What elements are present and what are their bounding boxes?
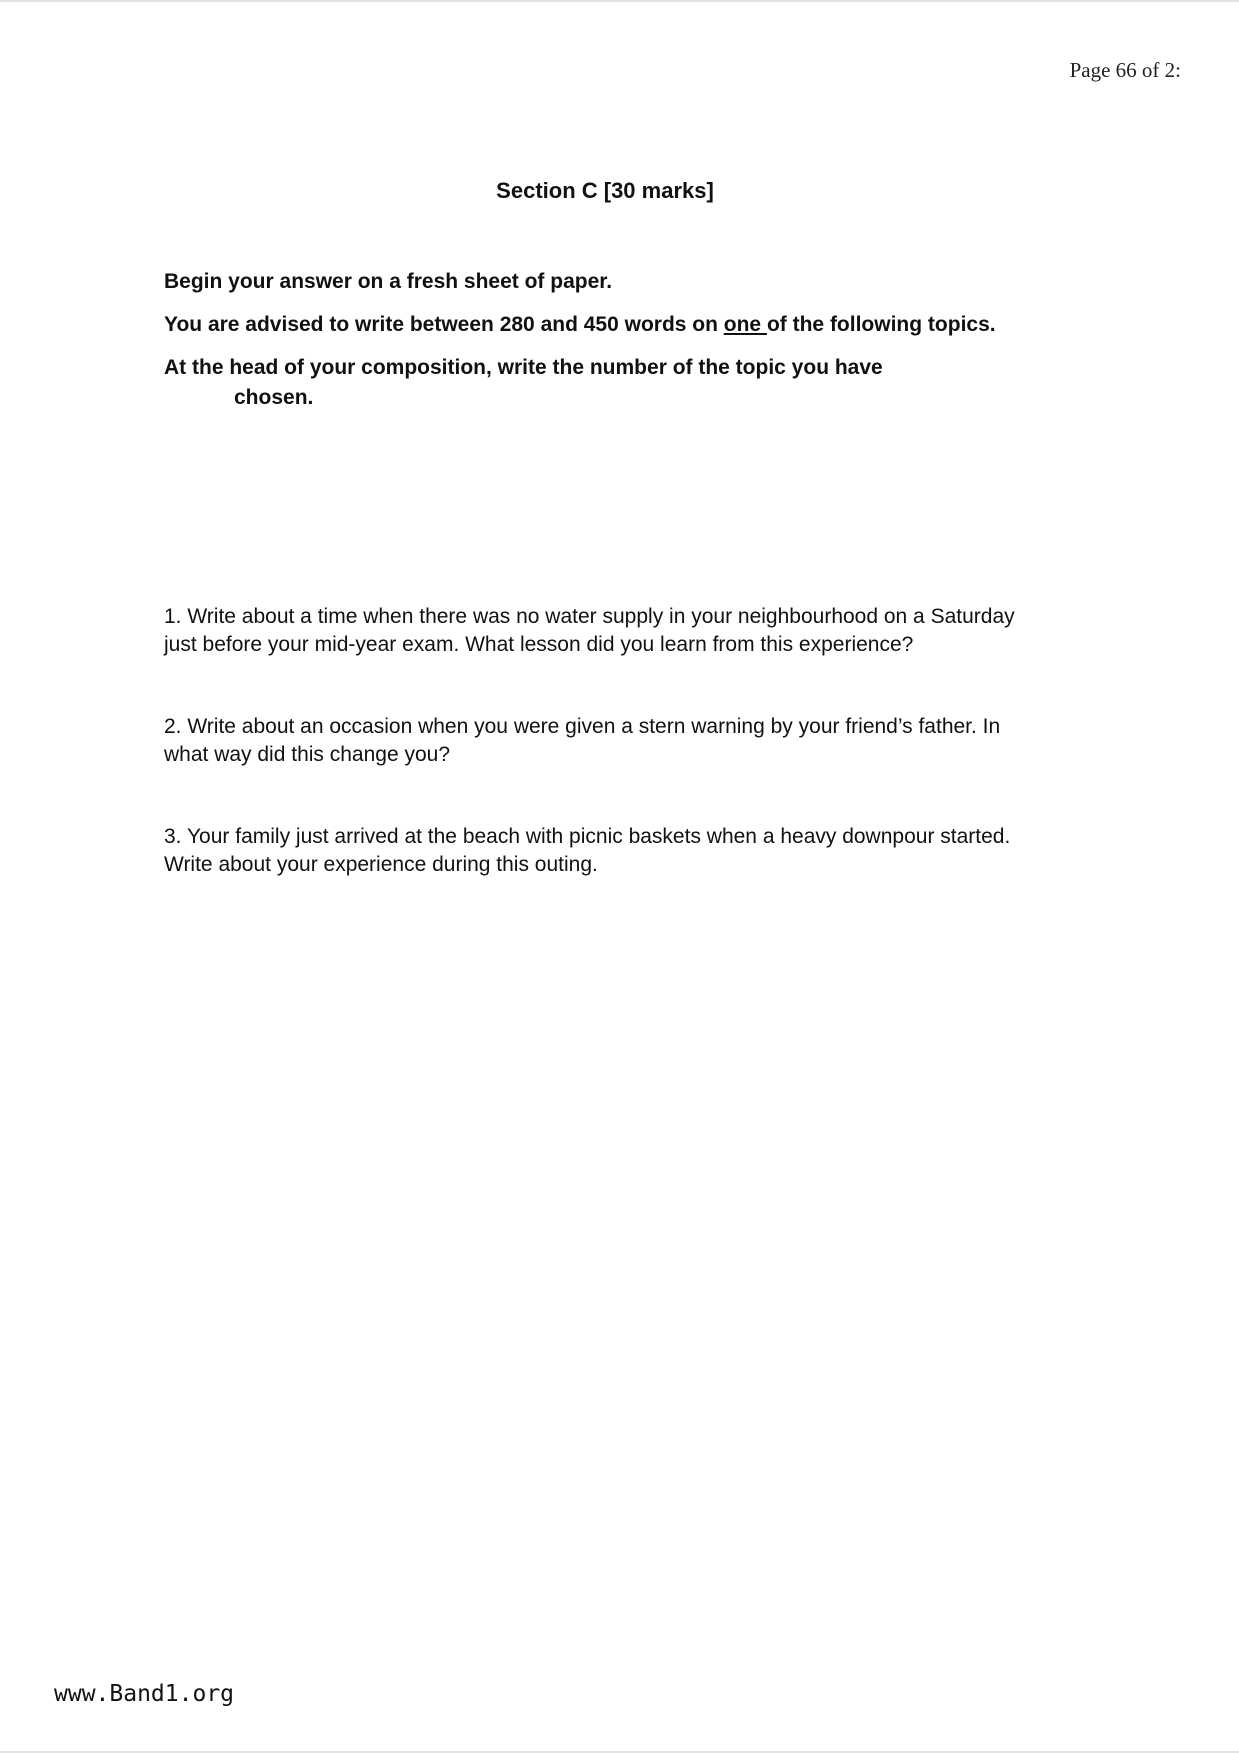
topic-item-1: 1. Write about a time when there was no water supply in your neighbourhood on a Saturday just before your mid-year exam. What lesson did you learn from this experience?: [164, 605, 1015, 656]
instruction-word-count-start: You are advised to write between 280 and 450 words on: [164, 313, 724, 336]
instruction-word-count-underlined: one: [723, 313, 767, 336]
instruction-topic-number: [164, 353, 1064, 413]
instruction-topic-number-line2: chosen.: [234, 386, 314, 409]
topic-item-3: 3. Your family just arrived at the beach with picnic baskets when a heavy downpour started. Write about your experience during this outing.: [164, 825, 1011, 876]
instructions-block: [164, 267, 1064, 426]
section-title: Section C [30 marks]: [496, 178, 714, 203]
page-top-edge: [0, 0, 1239, 2]
instruction-fresh-sheet: Begin your answer on a fresh sheet of paper.: [164, 270, 613, 293]
topic-list: [164, 603, 1044, 879]
page-number: Page 66 of 2:: [1069, 58, 1181, 82]
footer-website: www.Band1.org: [54, 1681, 235, 1707]
instruction-word-count-end: of the following topics.: [766, 313, 996, 336]
instruction-word-count: [164, 310, 1064, 340]
page-bottom-edge: [0, 1751, 1239, 1753]
topic-item-2: 2. Write about an occasion when you were given a stern warning by your friend’s father. In what way did this change you?: [164, 715, 1001, 766]
instruction-topic-number-line1: At the head of your composition, write the number of the topic you have: [164, 356, 883, 379]
